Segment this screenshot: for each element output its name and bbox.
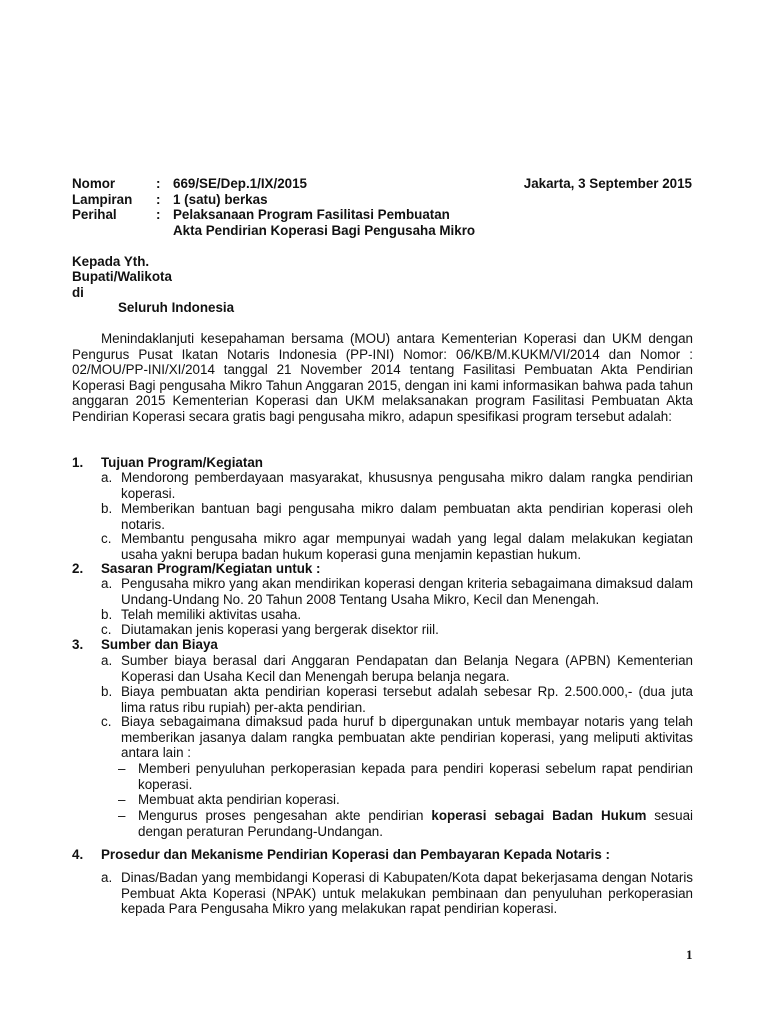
section-2-number: 2. bbox=[72, 561, 84, 576]
nomor-label: Nomor bbox=[72, 176, 116, 191]
intro-paragraph: Menindaklanjuti kesepahaman bersama (MOU) antara Kementerian Koperasi dan UKM dengan Pengurus Pusat Ikatan Notaris Indonesia (PP-INI) Nomor: 06/KB/M.KUKM/VI/2014 dan Nomor : 02/MOU/PP-INI/XI/2014 tanggal 21 November 2014 tentang Fasilitasi Pembuatan Akta Pendirian Koperasi Bagi pengusaha Mikro Tahun Anggaran 2015, dengan ini kami informasikan bahwa pada tahun anggaran 2015 Kementerian Koperasi dan UKM melaksanakan program Fasilitasi Pembuatan Akta Pendirian Koperasi secara gratis bagi pengusaha mikro, adapun spesifikasi program tersebut adalah: bbox=[72, 331, 693, 424]
item-marker: a. bbox=[101, 576, 113, 591]
section-1-number: 1. bbox=[72, 455, 84, 470]
item-marker: c. bbox=[101, 622, 112, 637]
addressee-line-2: Bupati/Walikota bbox=[72, 269, 172, 284]
item-text: Membantu pengusaha mikro agar mempunyai wadah yang legal dalam melakukan kegiatan usaha yakni berupa badan hukum koperasi guna menjamin kepastian hukum. bbox=[121, 531, 693, 562]
section-3-dash-3 bbox=[118, 808, 693, 839]
section-3-item-b bbox=[101, 684, 693, 715]
section-1-item-b bbox=[101, 501, 693, 532]
section-3-dash-1 bbox=[118, 761, 693, 792]
perihal-line-2: Akta Pendirian Koperasi Bagi Pengusaha Mikro bbox=[173, 223, 476, 238]
section-3-number: 3. bbox=[72, 637, 84, 652]
section-2-item-b bbox=[101, 607, 693, 623]
item-text: Memberikan bantuan bagi pengusaha mikro dalam pembuatan akta pendirian koperasi oleh notaris. bbox=[121, 501, 693, 532]
place-date: Jakarta, 3 September 2015 bbox=[523, 176, 692, 191]
item-text: Biaya pembuatan akta pendirian koperasi tersebut adalah sebesar Rp. 2.500.000,- (dua juta lima ratus ribu rupiah) per-akta pendirian. bbox=[121, 684, 693, 715]
addressee-line-3: di bbox=[72, 285, 84, 300]
dash-text-bold: koperasi sebagai Badan Hukum bbox=[431, 808, 647, 823]
section-3-item-c bbox=[101, 714, 693, 761]
lampiran-label: Lampiran bbox=[72, 192, 133, 207]
page-number: 1 bbox=[686, 947, 693, 962]
section-4-item-a bbox=[101, 870, 693, 917]
item-marker: c. bbox=[101, 531, 112, 546]
section-4-number: 4. bbox=[72, 847, 84, 862]
section-1-item-c bbox=[101, 531, 693, 562]
dash-marker: – bbox=[118, 792, 126, 807]
dash-marker: – bbox=[118, 761, 126, 776]
section-2-item-c bbox=[101, 622, 693, 638]
perihal-colon: : bbox=[156, 207, 161, 222]
item-text: Biaya sebagaimana dimaksud pada huruf b dipergunakan untuk membayar notaris yang telah memberikan jasanya dalam rangka pembuatan akte pendirian koperasi, yang meliputi aktivitas antara lain : bbox=[121, 714, 693, 761]
item-text: Mendorong pemberdayaan masyarakat, khususnya pengusaha mikro dalam rangka pendirian koperasi. bbox=[121, 470, 693, 501]
dash-marker: – bbox=[118, 808, 126, 823]
item-text: Sumber biaya berasal dari Anggaran Pendapatan dan Belanja Negara (APBN) Kementerian Koperasi dan Usaha Kecil dan Menengah berupa belanja negara. bbox=[121, 653, 693, 684]
item-text: Pengusaha mikro yang akan mendirikan koperasi dengan kriteria sebagaimana dimaksud dalam Undang-Undang No. 20 Tahun 2008 Tentang Usaha Mikro, Kecil dan Menengah. bbox=[121, 576, 693, 607]
section-1-title: Tujuan Program/Kegiatan bbox=[101, 455, 263, 470]
lampiran-colon: : bbox=[156, 192, 161, 207]
item-marker: b. bbox=[101, 501, 113, 516]
section-4-title: Prosedur dan Mekanisme Pendirian Koperasi dan Pembayaran Kepada Notaris : bbox=[101, 847, 611, 862]
section-3-title: Sumber dan Biaya bbox=[101, 637, 218, 652]
item-marker: a. bbox=[101, 653, 113, 668]
dash-text: Memberi penyuluhan perkoperasian kepada para pendiri koperasi sebelum rapat pendirian koperasi. bbox=[138, 761, 693, 792]
section-2-title: Sasaran Program/Kegiatan untuk : bbox=[101, 561, 321, 576]
section-1-item-a bbox=[101, 470, 693, 501]
addressee-line-1: Kepada Yth. bbox=[72, 254, 150, 269]
section-3-dash-2 bbox=[118, 792, 693, 808]
item-marker: c. bbox=[101, 714, 112, 729]
item-marker: b. bbox=[101, 607, 113, 622]
perihal-line-1: Pelaksanaan Program Fasilitasi Pembuatan bbox=[173, 207, 450, 222]
lampiran-value: 1 (satu) berkas bbox=[173, 192, 268, 207]
section-3-item-a bbox=[101, 653, 693, 684]
item-marker: b. bbox=[101, 684, 113, 699]
item-marker: a. bbox=[101, 870, 113, 885]
perihal-label: Perihal bbox=[72, 207, 117, 222]
dash-text: Membuat akta pendirian koperasi. bbox=[138, 792, 340, 807]
nomor-colon: : bbox=[156, 176, 161, 191]
addressee-line-4: Seluruh Indonesia bbox=[118, 300, 235, 315]
nomor-value: 669/SE/Dep.1/IX/2015 bbox=[173, 176, 307, 191]
item-text: Telah memiliki aktivitas usaha. bbox=[121, 607, 302, 622]
dash-text bbox=[138, 808, 693, 839]
item-text: Diutamakan jenis koperasi yang bergerak disektor riil. bbox=[121, 622, 439, 637]
item-text: Dinas/Badan yang membidangi Koperasi di Kabupaten/Kota dapat bekerjasama dengan Notaris Pembuat Akta Koperasi (NPAK) untuk melakukan pembinaan dan penyuluhan perkoperasian kepada Para Pengusaha Mikro yang melakukan rapat pendirian koperasi. bbox=[121, 870, 693, 917]
section-2-item-a bbox=[101, 576, 693, 607]
item-marker: a. bbox=[101, 470, 113, 485]
dash-text-pre: Mengurus proses pengesahan akte pendirian bbox=[138, 808, 432, 823]
dash-text-post: sesuai dengan peraturan Perundang-Undangan. bbox=[138, 808, 693, 839]
